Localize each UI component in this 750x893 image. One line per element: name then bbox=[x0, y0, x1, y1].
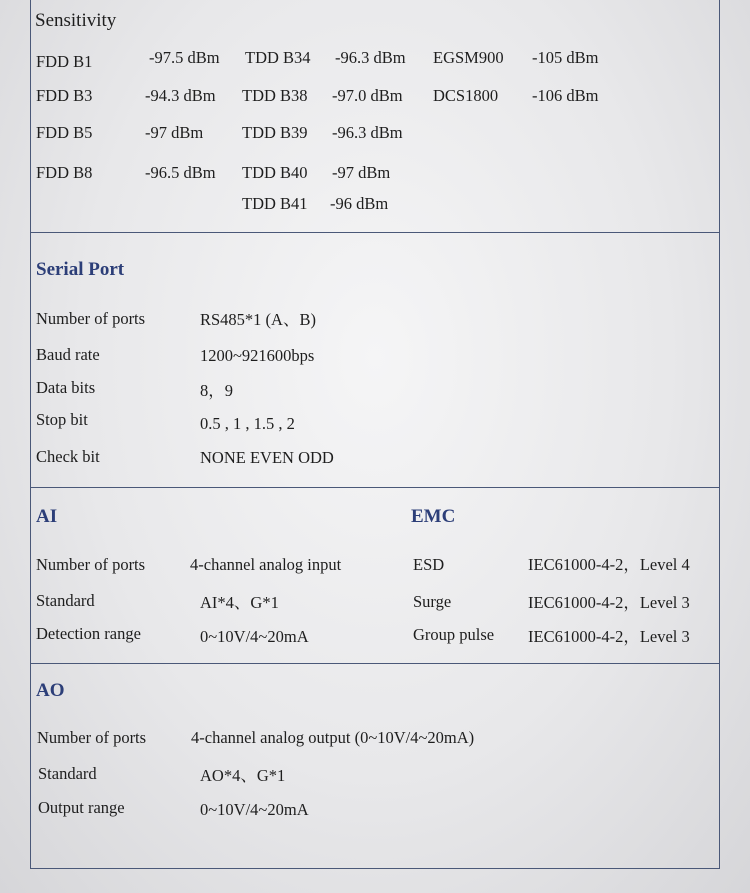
emc-label: Group pulse bbox=[413, 625, 495, 644]
serial-value: 8，9 bbox=[200, 381, 233, 400]
divider-line bbox=[30, 663, 720, 664]
sensitivity-band: TDD B34 bbox=[245, 48, 311, 67]
ao-value: 4-channel analog output (0~10V/4~20mA) bbox=[191, 728, 475, 747]
emc-value: IEC61000-4-2，Level 4 bbox=[528, 555, 690, 574]
emc-value: IEC61000-4-2，Level 3 bbox=[528, 627, 690, 646]
sensitivity-value: -96.3 dBm bbox=[332, 123, 403, 142]
ai-value: AI*4、G*1 bbox=[200, 593, 279, 612]
serial-label: Stop bit bbox=[36, 410, 88, 429]
ai-label: Number of ports bbox=[36, 555, 146, 574]
ao-label: Output range bbox=[38, 798, 125, 817]
sensitivity-value: -106 dBm bbox=[532, 86, 599, 105]
divider-line bbox=[30, 232, 720, 233]
sensitivity-band: DCS1800 bbox=[433, 86, 499, 105]
sensitivity-title: Sensitivity bbox=[35, 10, 117, 31]
sensitivity-band: TDD B40 bbox=[242, 163, 308, 182]
serial-value: 1200~921600bps bbox=[200, 346, 315, 365]
emc-title: EMC bbox=[411, 506, 456, 527]
ao-title: AO bbox=[36, 680, 65, 701]
serial-label: Check bit bbox=[36, 447, 100, 466]
emc-label: Surge bbox=[413, 592, 452, 611]
ao-value: AO*4、G*1 bbox=[200, 766, 286, 785]
serial-value: 0.5 , 1 , 1.5 , 2 bbox=[200, 414, 295, 433]
sensitivity-value: -105 dBm bbox=[532, 48, 599, 67]
sensitivity-band: FDD B1 bbox=[36, 52, 93, 71]
ai-title: AI bbox=[36, 506, 58, 527]
sensitivity-band: FDD B8 bbox=[36, 163, 93, 182]
serial-label: Data bits bbox=[36, 378, 96, 397]
sensitivity-value: -97.5 dBm bbox=[149, 48, 220, 67]
ai-value: 4-channel analog input bbox=[190, 555, 342, 574]
sensitivity-band: EGSM900 bbox=[433, 48, 504, 67]
divider-line bbox=[30, 487, 720, 488]
sensitivity-band: TDD B39 bbox=[242, 123, 308, 142]
sensitivity-value: -97.0 dBm bbox=[332, 86, 403, 105]
sensitivity-value: -96.3 dBm bbox=[335, 48, 406, 67]
serial-label: Baud rate bbox=[36, 345, 100, 364]
emc-label: ESD bbox=[413, 555, 445, 574]
sensitivity-band: TDD B38 bbox=[242, 86, 308, 105]
sensitivity-value: -97 dBm bbox=[145, 123, 204, 142]
sensitivity-band: TDD B41 bbox=[242, 194, 308, 213]
serial-label: Number of ports bbox=[36, 309, 146, 328]
ao-label: Number of ports bbox=[37, 728, 147, 747]
serial-value: RS485*1 (A、B) bbox=[200, 310, 316, 329]
sensitivity-value: -94.3 dBm bbox=[145, 86, 216, 105]
serial-port-title: Serial Port bbox=[36, 259, 125, 280]
sensitivity-band: FDD B5 bbox=[36, 123, 93, 142]
ai-value: 0~10V/4~20mA bbox=[200, 627, 309, 646]
sensitivity-band: FDD B3 bbox=[36, 86, 93, 105]
emc-value: IEC61000-4-2，Level 3 bbox=[528, 593, 690, 612]
serial-value: NONE EVEN ODD bbox=[200, 448, 334, 467]
sensitivity-value: -96.5 dBm bbox=[145, 163, 216, 182]
ai-label: Standard bbox=[36, 591, 95, 610]
ao-label: Standard bbox=[38, 764, 97, 783]
sensitivity-value: -96 dBm bbox=[330, 194, 389, 213]
ao-value: 0~10V/4~20mA bbox=[200, 800, 309, 819]
ai-label: Detection range bbox=[36, 624, 141, 643]
sensitivity-value: -97 dBm bbox=[332, 163, 391, 182]
